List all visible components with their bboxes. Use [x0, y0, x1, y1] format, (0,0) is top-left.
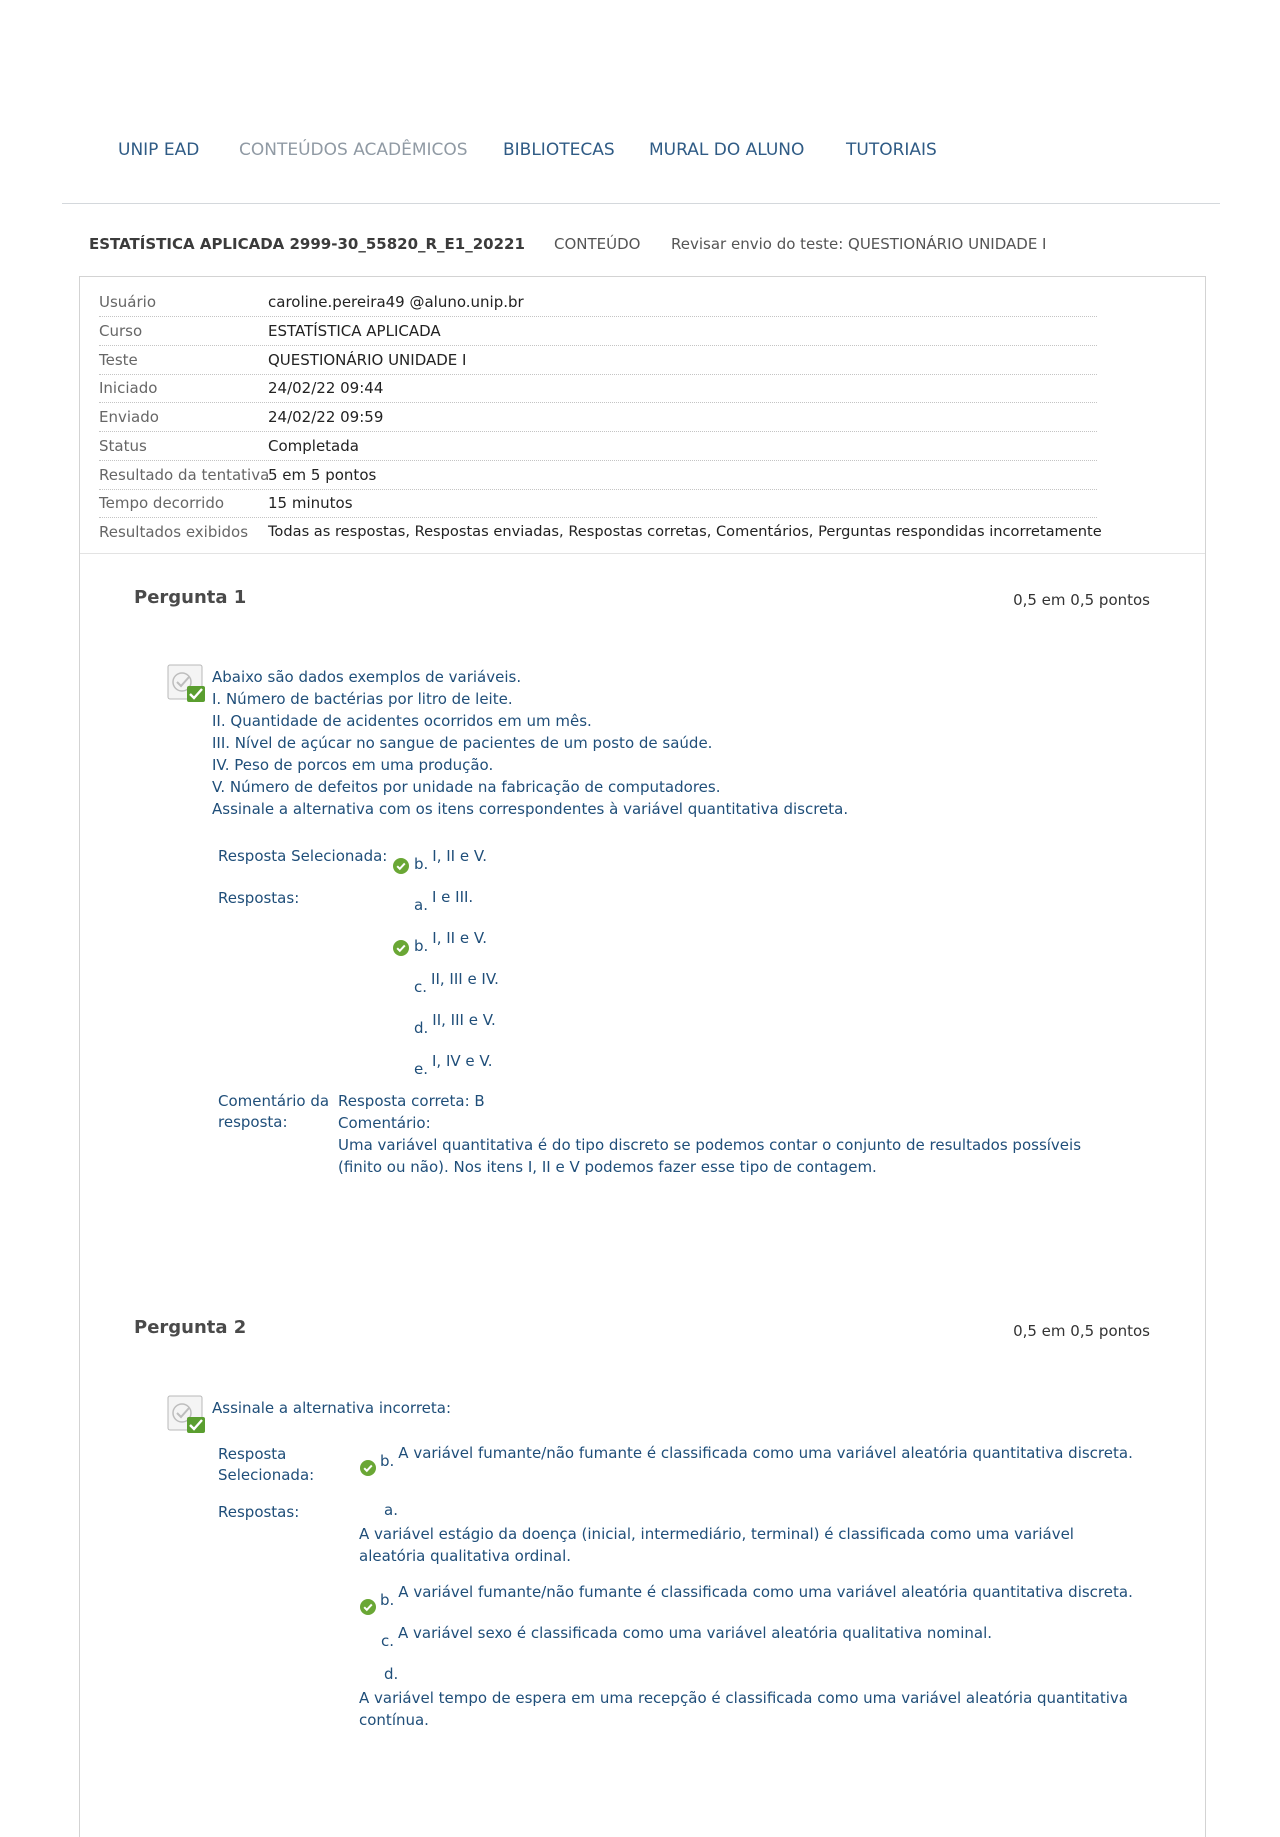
- comment-correct: Resposta correta: B: [338, 1092, 485, 1110]
- summary-key: Tempo decorrido: [99, 494, 225, 513]
- answer-option: [380, 1583, 1133, 1609]
- check-icon: [393, 858, 409, 874]
- question-title: Pergunta 2: [134, 1317, 247, 1338]
- summary-value: caroline.pereira49 @aluno.unip.br: [268, 293, 524, 311]
- summary-key: Usuário: [99, 293, 157, 311]
- question-line: II. Quantidade de acidentes ocorridos em um mês.: [212, 712, 592, 730]
- selected-answer: [380, 1444, 1133, 1470]
- summary-table: [99, 289, 1102, 547]
- selected-answer: [414, 847, 487, 873]
- summary-row: [99, 519, 1102, 546]
- summary-row: [99, 289, 1097, 317]
- question-title: Pergunta 1: [134, 587, 247, 608]
- summary-value: 24/02/22 09:59: [268, 408, 384, 426]
- question-line: Assinale a alternativa incorreta:: [212, 1399, 452, 1417]
- answer-text: I, II e V.: [432, 847, 487, 865]
- question-line: Assinale a alternativa com os itens correspondentes à variável quantitativa discreta.: [212, 800, 849, 818]
- summary-row: [99, 318, 1097, 346]
- answers-label: Respostas:: [218, 889, 300, 907]
- summary-row: [99, 375, 1097, 403]
- nav-conteudos-academicos[interactable]: CONTEÚDOS ACADÊMICOS: [239, 140, 468, 160]
- divider: [80, 553, 1205, 554]
- question-points: 0,5 em 0,5 pontos: [1013, 1322, 1150, 1340]
- breadcrumb-page: Revisar envio do teste: QUESTIONÁRIO UNIDADE I: [671, 235, 1047, 253]
- answer-letter: a.: [414, 896, 428, 914]
- summary-value: QUESTIONÁRIO UNIDADE I: [268, 350, 467, 369]
- selected-answer-label: Resposta Selecionada:: [218, 847, 388, 865]
- answer-text: A variável fumante/não fumante é classificada como uma variável aleatória quantitativa discreta.: [398, 1444, 1133, 1462]
- summary-row: [99, 433, 1097, 461]
- summary-value: 15 minutos: [268, 494, 353, 513]
- answer-option: [414, 970, 499, 996]
- answer-text: II, III e V.: [432, 1011, 496, 1029]
- question-line: V. Número de defeitos por unidade na fabricação de computadores.: [212, 778, 721, 796]
- correct-answer-icon: [167, 664, 209, 704]
- question-text: [212, 666, 848, 820]
- review-panel: [79, 276, 1206, 1837]
- answer-comment: [338, 1090, 1118, 1178]
- summary-key: Resultados exibidos: [99, 523, 249, 541]
- summary-key: Curso: [99, 321, 143, 340]
- summary-key: Iniciado: [99, 379, 158, 398]
- summary-value: Todas as respostas, Respostas enviadas, Respostas corretas, Comentários, Perguntas respondidas incorretamente: [268, 523, 1102, 540]
- check-icon: [360, 1599, 376, 1615]
- question-points: 0,5 em 0,5 pontos: [1013, 591, 1150, 609]
- answer-text: I, II e V.: [432, 929, 487, 947]
- summary-key: Enviado: [99, 408, 159, 426]
- answer-letter: e.: [414, 1060, 428, 1078]
- answer-letter: c.: [414, 978, 428, 996]
- nav-bibliotecas[interactable]: BIBLIOTECAS: [503, 140, 615, 160]
- question-line: IV. Peso de porcos em uma produção.: [212, 756, 494, 774]
- answer-option-text: A variável tempo de espera em uma recepção é classificada como uma variável aleatória quantitativa contínua.: [359, 1689, 1128, 1729]
- answer-option: [414, 1011, 496, 1037]
- check-icon: [393, 940, 409, 956]
- breadcrumb-section[interactable]: CONTEÚDO: [554, 235, 641, 253]
- comment-body: Uma variável quantitativa é do tipo discreto se podemos contar o conjunto de resultados possíveis (finito ou não). Nos itens I, II e V podemos fazer esse tipo de contagem.: [338, 1136, 1082, 1176]
- nav-divider: [62, 203, 1220, 204]
- summary-value: 24/02/22 09:44: [268, 379, 384, 398]
- answer-text: A variável fumante/não fumante é classificada como uma variável aleatória quantitativa discreta.: [398, 1583, 1133, 1601]
- question-line: III. Nível de açúcar no sangue de pacientes de um posto de saúde.: [212, 734, 713, 752]
- answer-option: [414, 1052, 493, 1078]
- answer-option-text: A variável estágio da doença (inicial, intermediário, terminal) é classificada como uma variável aleatória qualitativa ordinal.: [359, 1525, 1074, 1565]
- summary-value: Completada: [268, 436, 359, 455]
- nav-unip-ead[interactable]: UNIP EAD: [118, 140, 200, 160]
- answer-letter: b.: [414, 937, 429, 955]
- summary-key: Status: [99, 436, 147, 455]
- answers-label: Respostas:: [218, 1503, 300, 1521]
- summary-value: 5 em 5 pontos: [268, 465, 377, 484]
- summary-row: [99, 462, 1097, 490]
- answer-option-letter: d.: [384, 1665, 399, 1683]
- selected-answer-label: Resposta Selecionada:: [218, 1445, 315, 1484]
- answer-text: II, III e IV.: [431, 970, 499, 988]
- summary-key: Teste: [99, 350, 138, 369]
- summary-row: [99, 490, 1097, 518]
- nav-tutoriais[interactable]: TUTORIAIS: [846, 140, 937, 160]
- answer-letter: d.: [414, 1019, 429, 1037]
- summary-value: ESTATÍSTICA APLICADA: [268, 321, 441, 340]
- answer-text: A variável sexo é classificada como uma variável aleatória qualitativa nominal.: [398, 1624, 993, 1642]
- nav-mural-do-aluno[interactable]: MURAL DO ALUNO: [649, 140, 805, 160]
- answer-option: [414, 888, 473, 914]
- comment-heading: Comentário:: [338, 1114, 431, 1132]
- question-line: Abaixo são dados exemplos de variáveis.: [212, 668, 522, 686]
- summary-row: [99, 347, 1097, 375]
- question-text: [212, 1397, 451, 1419]
- summary-key: Resultado da tentativa: [99, 465, 270, 484]
- answer-letter: c.: [381, 1632, 395, 1650]
- comment-label: Comentário da resposta:: [218, 1092, 330, 1131]
- check-icon: [360, 1460, 376, 1476]
- answer-letter: b.: [414, 855, 429, 873]
- answer-letter: b.: [380, 1591, 395, 1609]
- correct-answer-icon: [167, 1395, 209, 1435]
- question-line: I. Número de bactérias por litro de leite.: [212, 690, 513, 708]
- answer-letter: b.: [380, 1452, 395, 1470]
- breadcrumb-course[interactable]: ESTATÍSTICA APLICADA 2999-30_55820_R_E1_20221: [89, 235, 525, 253]
- answer-option: [381, 1624, 992, 1650]
- answer-option: [414, 929, 487, 955]
- answer-text: I e III.: [431, 888, 474, 906]
- answer-text: I, IV e V.: [432, 1052, 493, 1070]
- answer-option-letter: a.: [384, 1501, 398, 1519]
- summary-row: [99, 404, 1097, 432]
